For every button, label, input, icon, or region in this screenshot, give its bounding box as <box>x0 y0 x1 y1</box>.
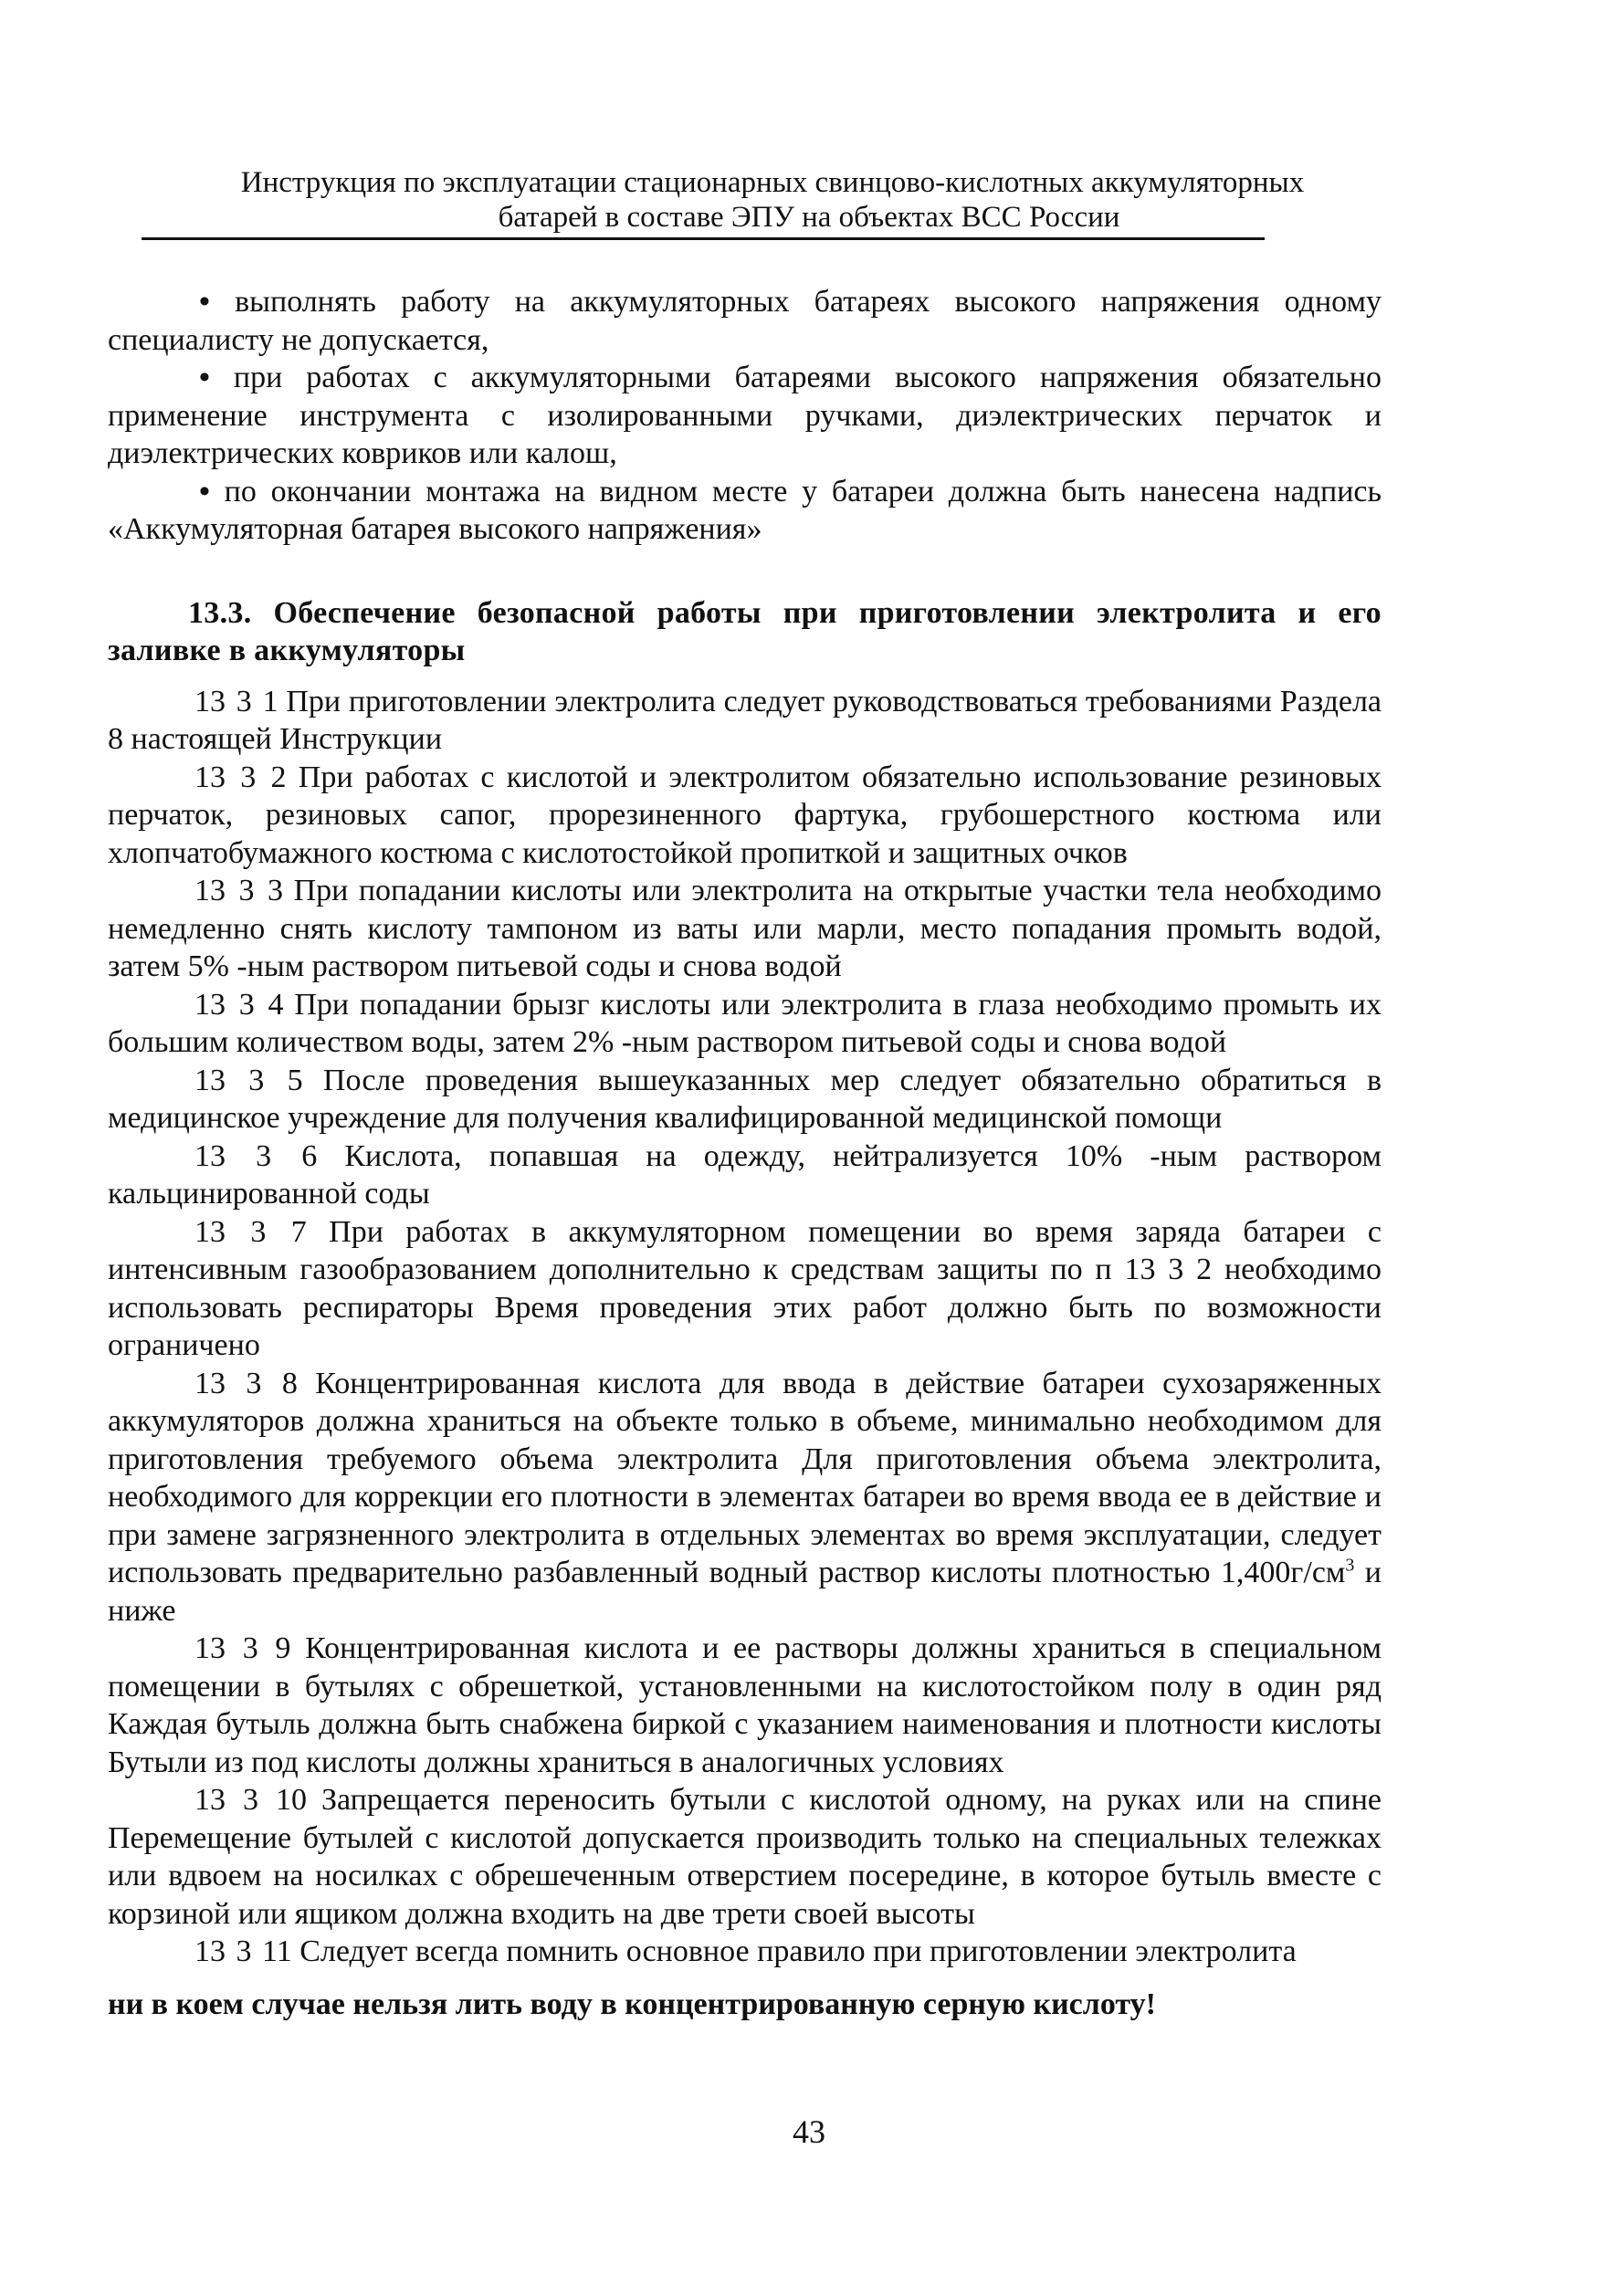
clause-number: 13 3 4 <box>194 987 284 1022</box>
running-header-line-1: Инструкция по эксплуатации стационарных свинцово-кислотных аккумуляторных <box>240 166 1305 199</box>
clause-text: При приготовлении электролита следует руководствоваться требованиями Раздела 8 настоящей Инструкции <box>108 684 1382 756</box>
clause-text-end: и ниже <box>108 1556 1382 1628</box>
bullet-item <box>108 473 1382 549</box>
clause-number: 13 3 11 <box>194 1934 292 1968</box>
bullet-dot: • <box>199 285 210 319</box>
bullet-text: выполнять работу на аккумуляторных батареях высокого напряжения одному специалисту не допускается, <box>108 285 1382 357</box>
clause-number: 13 3 7 <box>194 1214 307 1249</box>
safety-rule-statement: ни в коем случае нельзя лить воду в концентрированную серную кислоту! <box>108 1987 1156 2021</box>
clause-number: 13 3 1 <box>194 684 278 718</box>
clause-13-3-10 <box>108 1781 1382 1933</box>
document-body <box>108 283 1382 2023</box>
bullet-item <box>108 359 1382 473</box>
clause-text: При попадании брызг кислоты или электролита в глаза необходимо промыть их большим количеством воды, затем 2% -ным раствором питьевой соды и снова водой <box>108 987 1382 1059</box>
clause-number: 13 3 9 <box>194 1631 291 1665</box>
page-number: 43 <box>793 2113 825 2150</box>
clause-13-3-11 <box>108 1933 1382 1971</box>
density-unit-exponent: 3 <box>1345 1555 1355 1576</box>
clause-13-3-9 <box>108 1630 1382 1781</box>
clause-number: 13 3 2 <box>194 760 287 794</box>
bullet-dot: • <box>199 361 210 394</box>
header-divider <box>142 237 1265 240</box>
running-header-line-2: батарей в составе ЭПУ на объектах ВСС России <box>498 201 1120 234</box>
section-heading: 13.3. Обеспечение безопасной работы при приготовлении электролита и его заливке в аккумуляторы <box>108 595 1382 667</box>
clause-number: 13 3 8 <box>194 1366 298 1400</box>
clause-number: 13 3 10 <box>194 1783 307 1817</box>
clause-text: При попадании кислоты или электролита на открытые участки тела необходимо немедленно снять кислоту тампоном из ваты или марли, место попадания промыть водой, затем 5% -ным раствором питьевой соды и снова водой <box>108 874 1382 983</box>
clause-text: При работах с кислотой и электролитом обязательно использование резиновых перчаток, резиновых сапог, прорезиненного фартука, грубошерстного костюма или хлопчатобумажного костюма с кислотостойкой пропиткой и защитных очков <box>108 760 1382 870</box>
clause-text: Концентрированная кислота для ввода в действие батареи сухозаряженных аккумуляторов должна храниться на объекте только в объеме, минимально необходимом для приготовления требуемого объема электролита Для приготовления объема электролита, необходимого для коррекции его плотности в элементах батареи во время ввода ее в действие и при замене загрязненного электролита в отдельных элементах во время эксплуатации, следует использовать предварительно разбавленный водный раствор кислоты плотностью <box>108 1366 1382 1589</box>
clause-text: Запрещается переносить бутыли с кислотой одному, на руках или на спине Перемещение бутылей с кислотой допускается производить только на специальных тележках или вдвоем на носилках с обрешеченным отверстием посередине, в которое бутыль вместе с корзиной или ящиком должна входить на две трети своей высоты <box>108 1783 1382 1931</box>
bullet-text: по окончании монтажа на видном месте у батареи должна быть нанесена надпись «Аккумуляторная батарея высокого напряжения» <box>108 474 1382 546</box>
clause-13-3-2 <box>108 759 1382 873</box>
clause-text: Концентрированная кислота и ее растворы должны храниться в специальном помещении в бутылях с обрешеткой, установленными на кислотостойком полу в один ряд Каждая бутыль должна быть снабжена биркой с указанием наименования и плотности кислоты Бутыли из под кислоты должны храниться в аналогичных условиях <box>108 1631 1382 1779</box>
clause-text: При работах в аккумуляторном помещении во время заряда батареи с интенсивным газообразованием дополнительно к средствам защиты по п 13 3 2 необходимо использовать респираторы Время проведения этих работ должно быть по возможности ограничено <box>108 1214 1382 1362</box>
clause-number: 13 3 6 <box>194 1138 318 1173</box>
clause-number: 13 3 5 <box>194 1063 303 1097</box>
density-value: 1,400г/см <box>1220 1556 1346 1589</box>
clause-13-3-8 <box>108 1365 1382 1630</box>
bullet-item <box>108 283 1382 359</box>
clause-text: Кислота, попавшая на одежду, нейтрализуется 10% -ным раствором кальцинированной соды <box>108 1138 1382 1211</box>
clause-13-3-4 <box>108 986 1382 1062</box>
bullet-text: при работах с аккумуляторными батареями высокого напряжения обязательно применение инструмента с изолированными ручками, диэлектрических перчаток и диэлектрических ковриков или калош, <box>108 361 1382 470</box>
clause-13-3-7 <box>108 1213 1382 1365</box>
clause-13-3-1 <box>108 683 1382 759</box>
bullet-dot: • <box>199 474 210 508</box>
clause-13-3-6 <box>108 1138 1382 1213</box>
clause-text: Следует всегда помнить основное правило при приготовлении электролита <box>299 1934 1297 1968</box>
clause-number: 13 3 3 <box>194 874 284 907</box>
clause-13-3-3 <box>108 872 1382 986</box>
clause-text: После проведения вышеуказанных мер следует обязательно обратиться в медицинское учреждение для получения квалифицированной медицинской помощи <box>108 1063 1382 1135</box>
clause-13-3-5 <box>108 1062 1382 1138</box>
